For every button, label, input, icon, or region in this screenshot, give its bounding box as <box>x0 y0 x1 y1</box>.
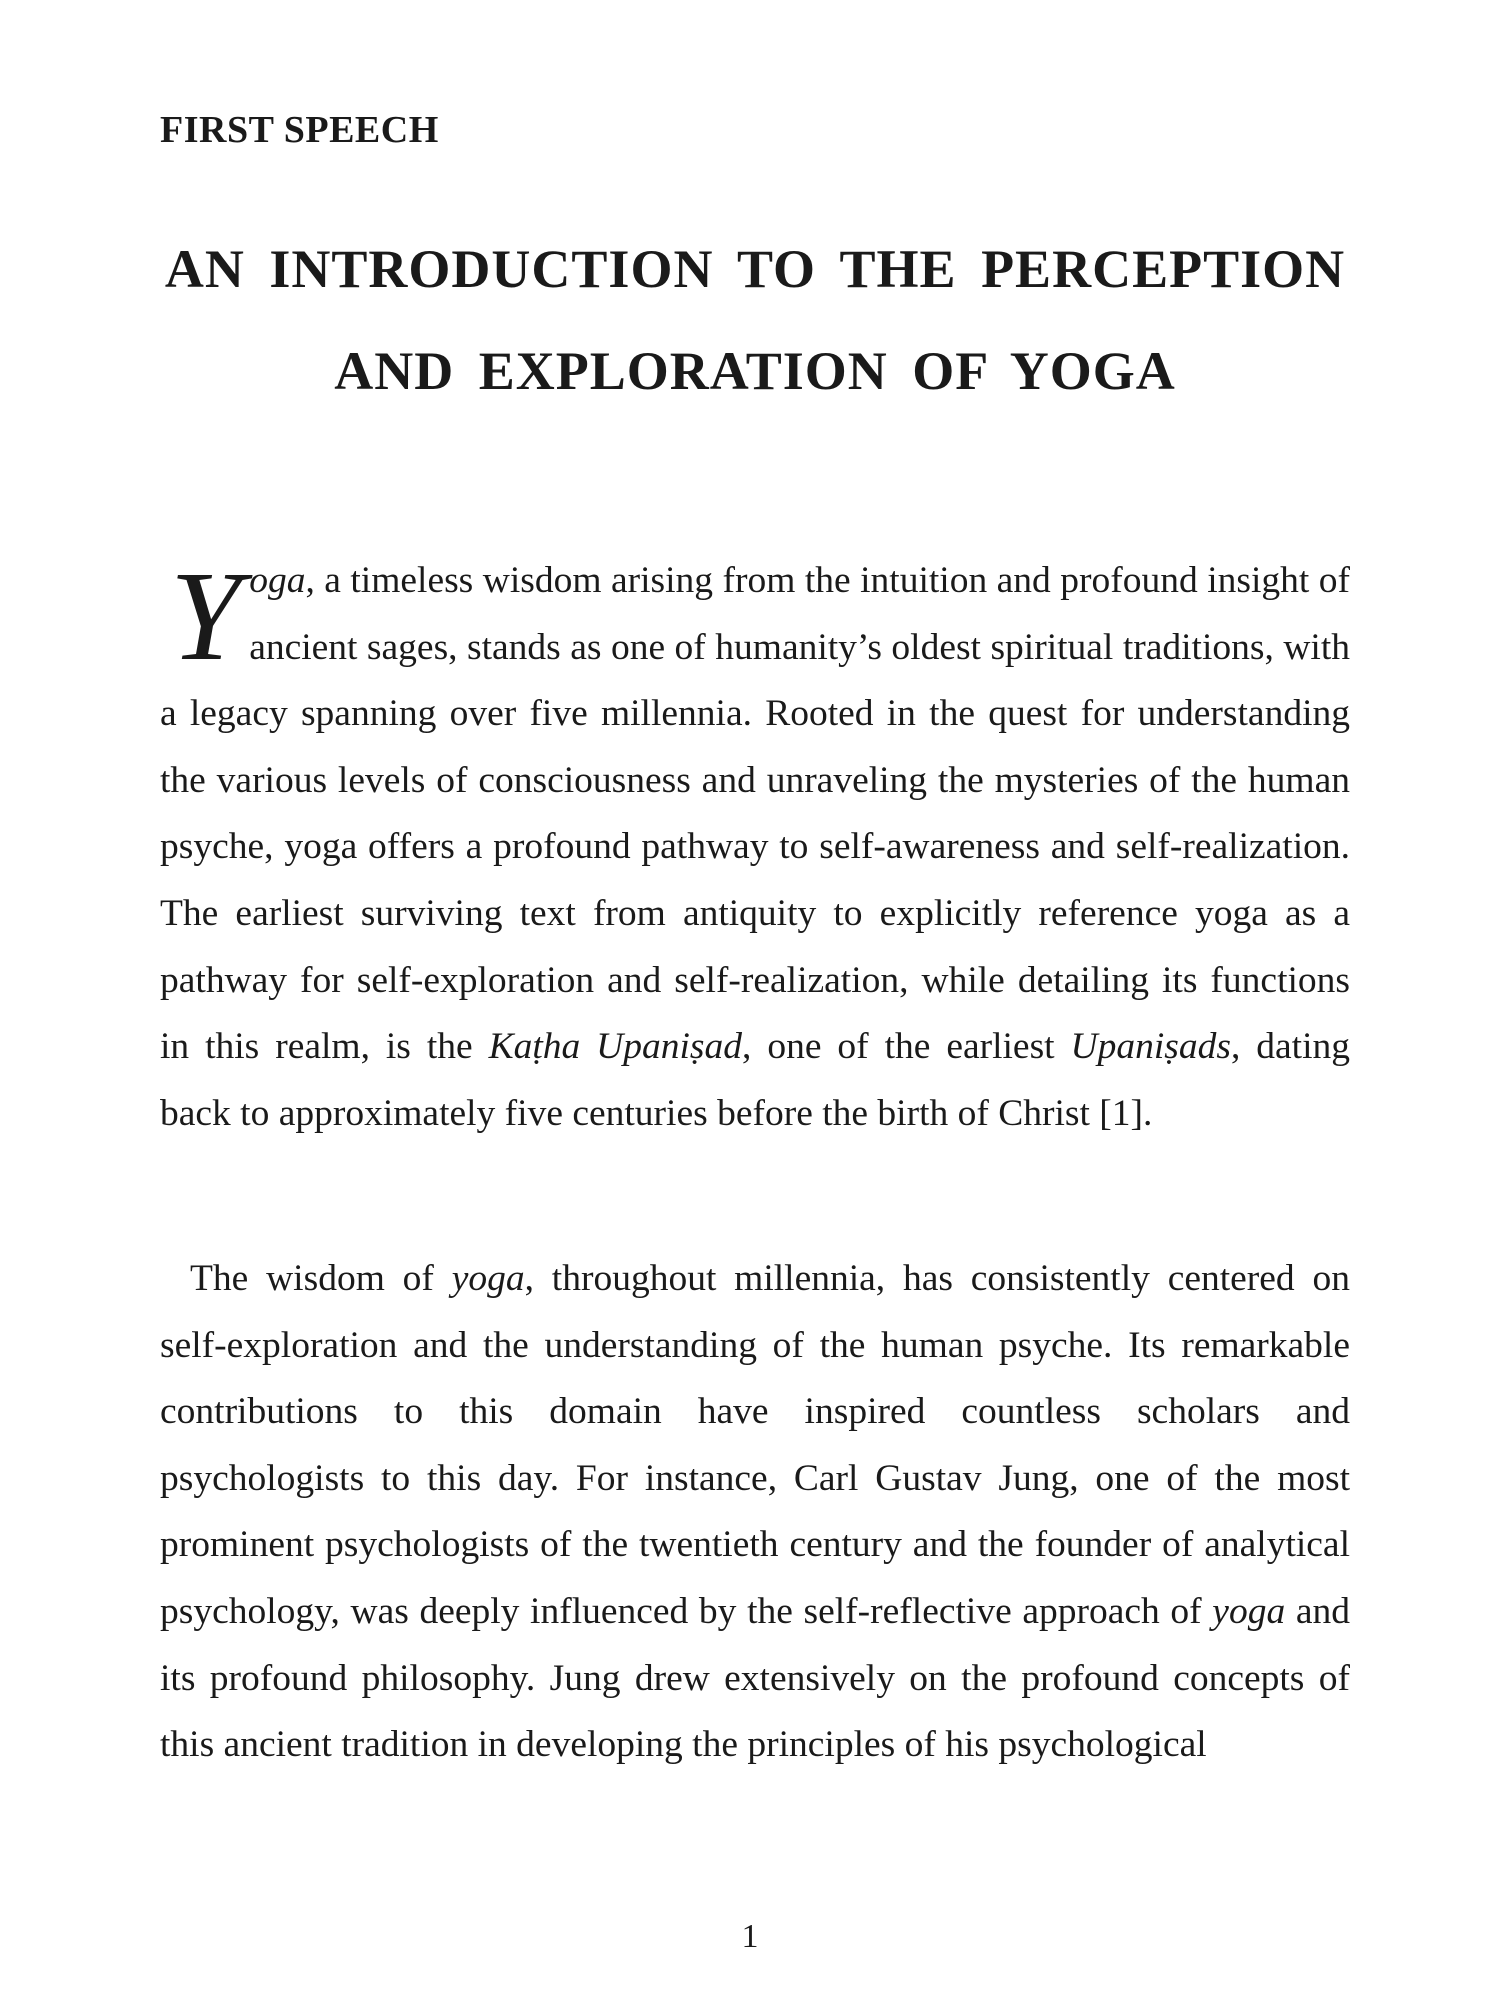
paragraph-1-lead-italic: oga <box>249 560 306 601</box>
paragraph-2-text-c: and its profound philosophy. Jung drew extensively on the profound concepts of this ancient tradition in developing the principles of his psychological <box>160 1590 1350 1766</box>
paragraph-1-text-c: , dating back to approximately five centuries before the birth of Christ [1]. <box>160 1026 1351 1134</box>
drop-cap: Y <box>170 545 242 687</box>
paragraph-2-text-b: , throughout millennia, has consistently centered on self-exploration and the understanding of the human psyche. Its remarkable contributions to this domain have inspired countless scholars and psychologists to this day. For instance, Carl Gustav Jung, one of the most prominent psychologists of the twentieth century and the founder of analytical psychology, was deeply influenced by the self-reflective approach of <box>160 1258 1350 1632</box>
paragraph-1-text-a: , a timeless wisdom arising from the intuition and profound insight of ancient sages, stands as one of humanity’s oldest spiritual traditions, with a legacy spanning over five millennia. Rooted in the quest for understanding the various levels of consciousness and unraveling the mysteries of the human psyche, yoga offers a profound pathway to self-awareness and self-realization. The earliest surviving text from antiquity to explicitly reference yoga as a pathway for self-exploration and self-realization, while detailing its functions in this realm, is the <box>160 560 1350 1068</box>
paragraph-1-italic-2: Upaniṣads <box>1070 1026 1231 1068</box>
chapter-title-line-2: AND EXPLORATION OF YOGA <box>334 341 1176 401</box>
paragraph-2 <box>160 1246 1350 1779</box>
chapter-title-line-1: AN INTRODUCTION TO THE PERCEPTION <box>164 239 1346 299</box>
page-number: 1 <box>741 1918 759 1955</box>
paragraph-2-italic-2: yoga <box>1212 1590 1286 1632</box>
paragraph-2-text-a: The wisdom of <box>190 1258 452 1299</box>
paragraph-1-italic-1: Kaṭha Upaniṣad <box>488 1026 743 1068</box>
paragraph-2-italic-1: yoga <box>451 1258 525 1299</box>
paragraph-1-text-b: , one of the earliest <box>742 1026 1071 1068</box>
paragraph-1 <box>160 545 1351 1147</box>
section-label: FIRST SPEECH <box>160 109 439 151</box>
chapter-title <box>160 218 1350 422</box>
